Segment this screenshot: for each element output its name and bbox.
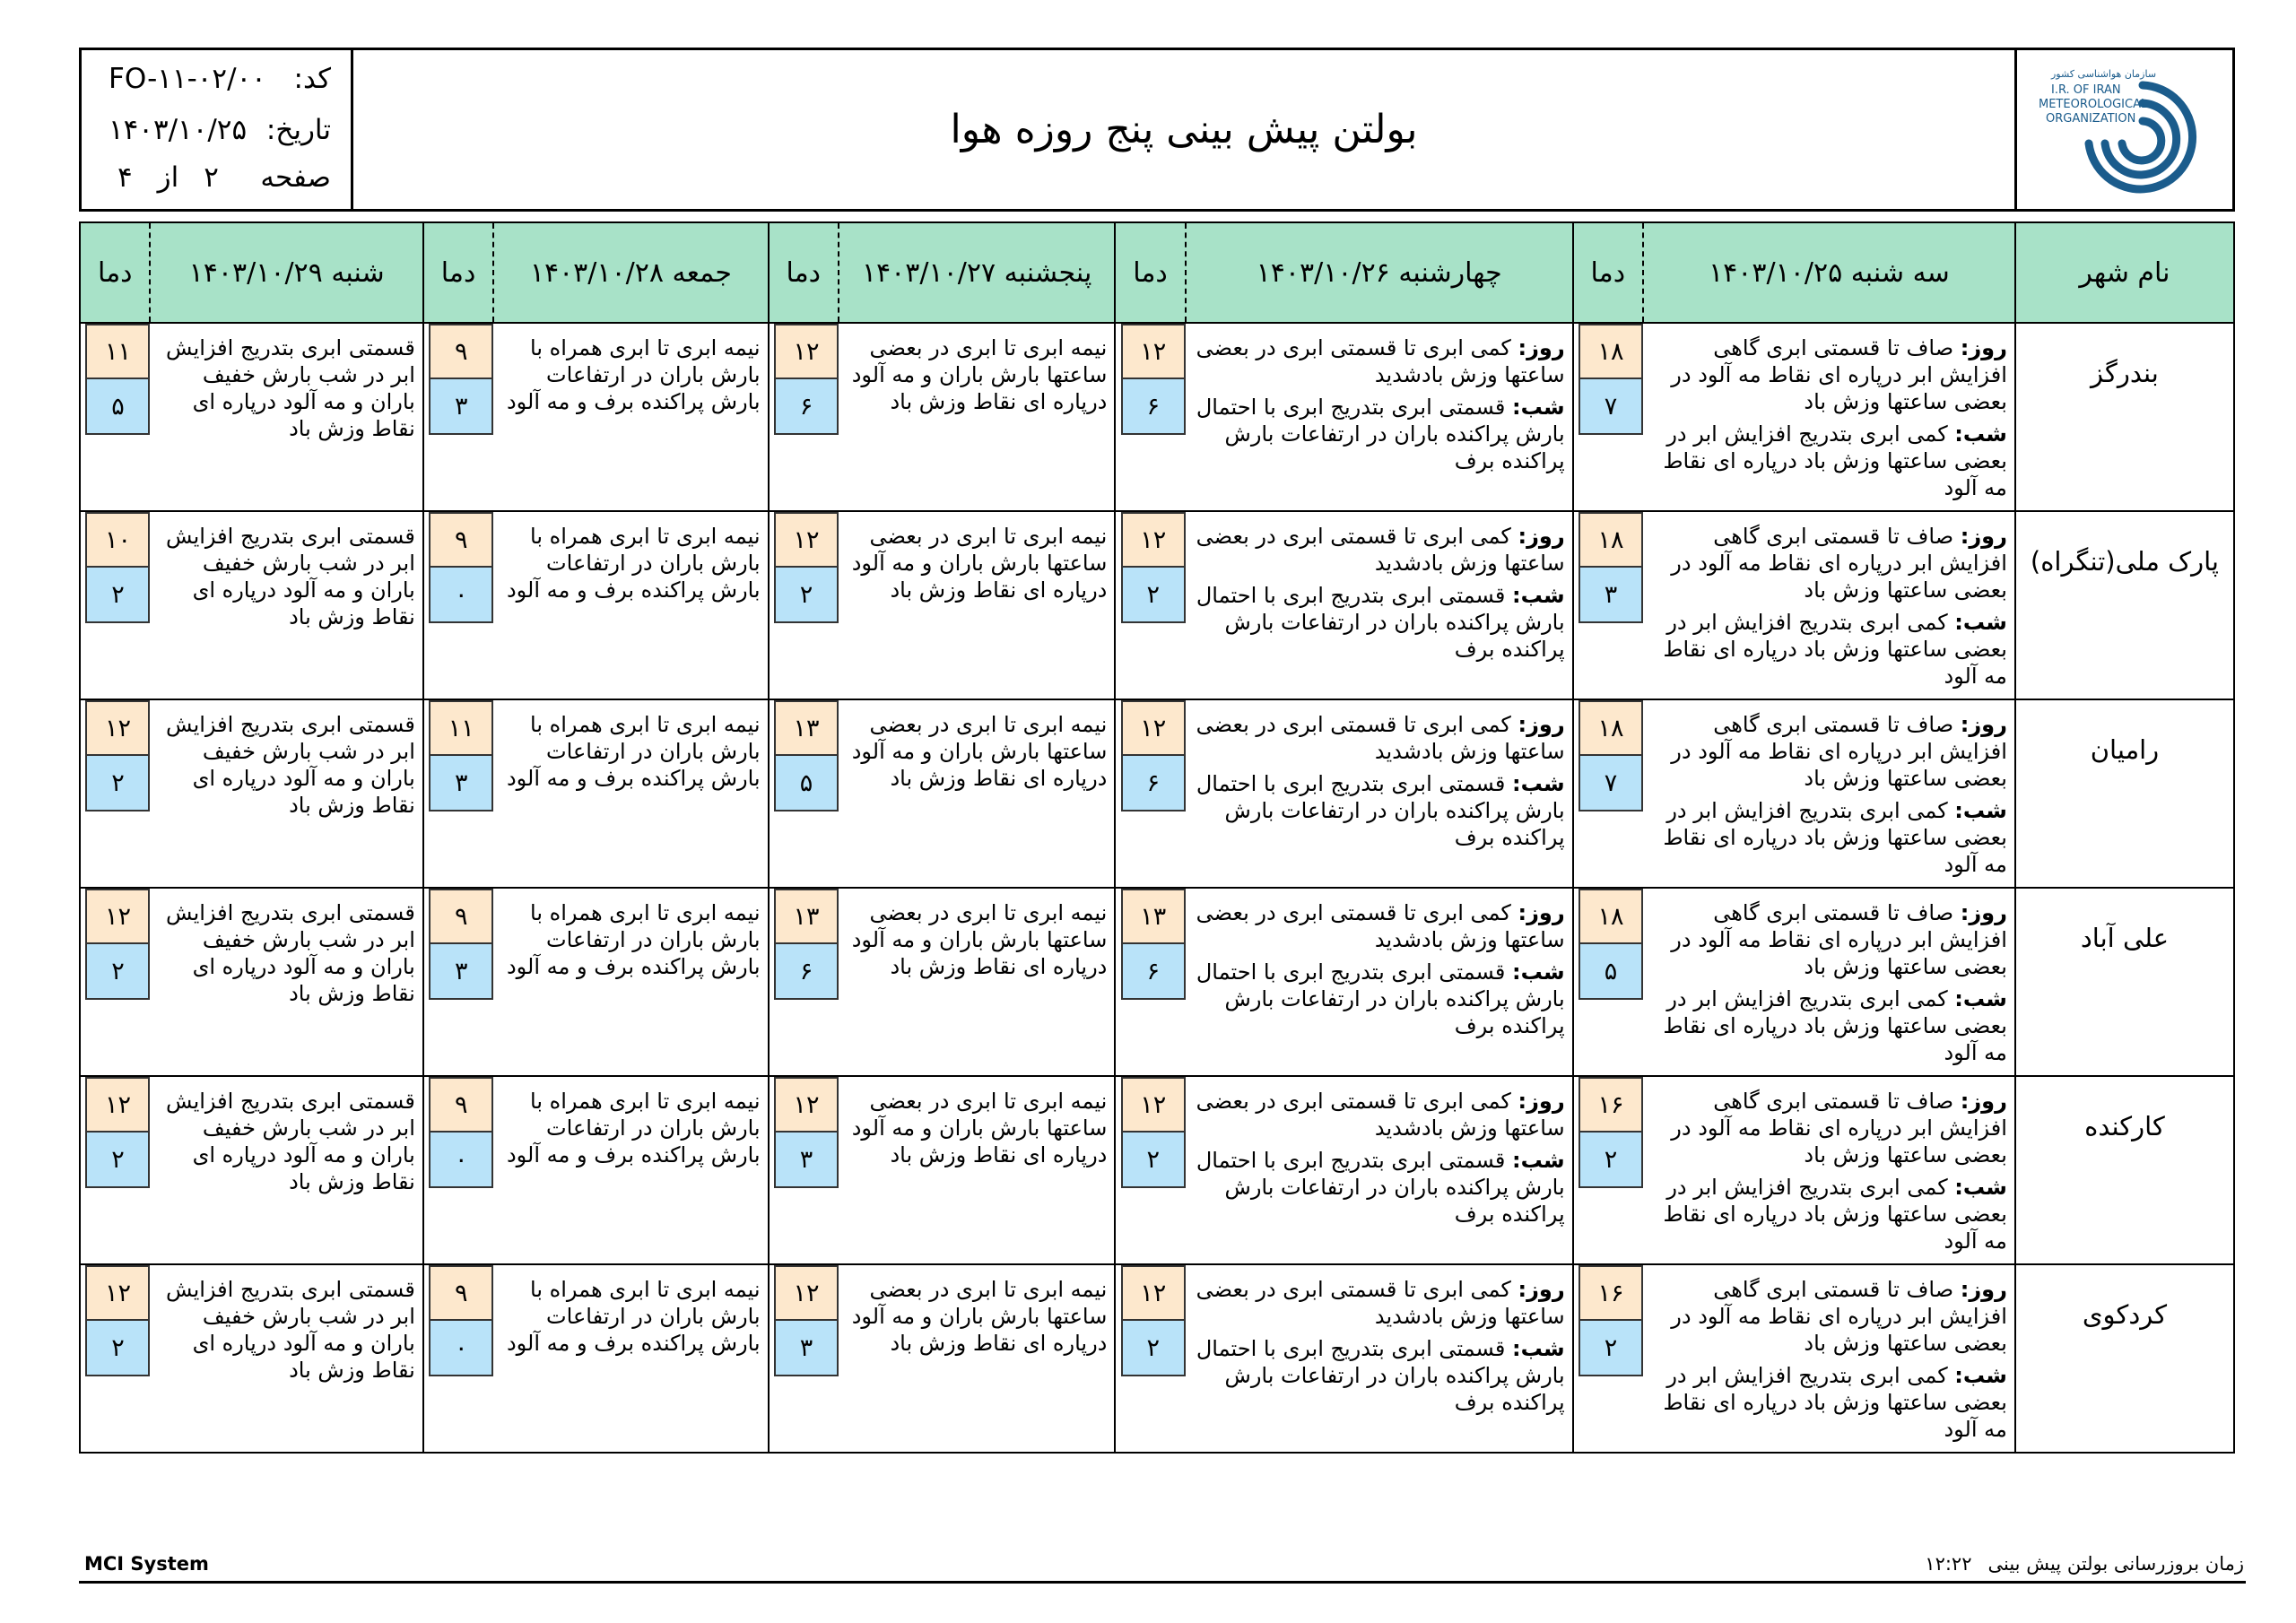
max-temp: ۱۱ [87,325,148,379]
night-text: کمی ابری بتدریج افزایش ابر در بعضی ساعتها وزش باد درپاره ای نقاط مه آلود [1663,1175,2007,1254]
night-label: شب: [1512,1148,1565,1173]
night-forecast [1193,959,1565,1039]
max-temp: ۱۱ [430,702,491,756]
night-text: قسمتی ابری بتدریج ابری با احتمال بارش پراکنده باران در ارتفاعات بارش پراکنده برف [1196,959,1565,1038]
column-header-day-3: پنجشنبه ۱۴۰۳/۱۰/۲۷ [839,222,1115,323]
temp-cell [80,323,150,511]
forecast-day-5: قسمتی ابری بتدریج افزایش ابر در شب بارش خفیف باران و مه آلود درپاره ای نقاط وزش باد [150,1264,422,1453]
forecast-day-2 [1186,699,1573,888]
forecast-day-2 [1186,1076,1573,1264]
forecast-day-1 [1643,888,2015,1076]
max-temp: ۱۸ [1580,325,1641,379]
min-temp: ۲ [87,1133,148,1186]
temp-cell [769,1264,839,1453]
table-header-row [80,222,2234,323]
daytime-text: کمی ابری تا قسمتی ابری در بعضی ساعتها وزش بادشدید [1196,335,1565,387]
forecast-day-4: نیمه ابری تا ابری همراه با بارش باران در ارتفاعات بارش پراکنده برف و مه آلود [493,888,768,1076]
night-forecast [1193,1147,1565,1228]
night-text: قسمتی ابری بتدریج ابری با احتمال بارش پراکنده باران در ارتفاعات بارش پراکنده برف [1196,395,1565,473]
night-label: شب: [1512,1336,1565,1361]
temp-cell [1573,1264,1643,1453]
city-name: بندرگز [2015,323,2234,511]
city-name: رامیان [2015,699,2234,888]
forecast-day-4: نیمه ابری تا ابری همراه با بارش باران در ارتفاعات بارش پراکنده برف و مه آلود [493,1076,768,1264]
daytime-forecast [1193,1088,1565,1141]
max-temp: ۱۸ [1580,514,1641,568]
min-temp: ۳ [1580,568,1641,621]
footer-update-info [1925,1553,2244,1575]
night-label: شب: [1954,986,2007,1011]
night-forecast [1650,797,2007,878]
column-header-temp: دما [80,222,150,323]
daytime-forecast [1650,711,2007,792]
max-temp: ۱۲ [1123,1267,1184,1321]
forecast-day-1 [1643,511,2015,699]
min-temp: ۶ [1123,756,1184,810]
day-label: روز: [1960,1277,2007,1302]
temp-cell [80,1264,150,1453]
temp-cell [1573,1076,1643,1264]
temp-cell [769,1076,839,1264]
min-temp: ۰ [430,1133,491,1186]
night-text: کمی ابری بتدریج افزایش ابر در بعضی ساعتها وزش باد درپاره ای نقاط مه آلود [1663,421,2007,500]
temp-cell [769,323,839,511]
temp-cell [80,511,150,699]
forecast-day-1 [1643,1264,2015,1453]
day-label: روز: [1518,524,1565,549]
update-label: زمان بروزرسانی بولتن پیش بینی [1987,1553,2244,1575]
forecast-day-3: نیمه ابری تا ابری در بعضی ساعتها بارش باران و مه آلود درپاره ای نقاط وزش باد [839,699,1115,888]
temp-cell [1573,323,1643,511]
temp-cell [423,323,493,511]
night-text: کمی ابری بتدریج افزایش ابر در بعضی ساعتها وزش باد درپاره ای نقاط مه آلود [1663,986,2007,1065]
forecast-day-2 [1186,1264,1573,1453]
column-header-city: نام شهر [2015,222,2234,323]
min-temp: ۳ [430,944,491,998]
min-temp: ۲ [1123,1321,1184,1375]
night-text: کمی ابری بتدریج افزایش ابر در بعضی ساعتها وزش باد درپاره ای نقاط مه آلود [1663,798,2007,877]
page-title: بولتن پیش بینی پنج روزه هوا [950,107,1418,152]
update-time: ۱۲:۲۲ [1925,1553,1972,1575]
min-temp: ۳ [776,1321,837,1375]
day-label: روز: [1518,1089,1565,1114]
max-temp: ۹ [430,1079,491,1133]
night-forecast [1650,1362,2007,1443]
night-label: شب: [1512,771,1565,796]
max-temp: ۱۲ [87,702,148,756]
min-temp: ۲ [1580,1321,1641,1375]
night-label: شب: [1512,395,1565,420]
logo-persian-text: سازمان هواشناسی کشور [2051,67,2157,80]
day-label: روز: [1518,335,1565,360]
min-temp: ۲ [87,944,148,998]
daytime-text: صاف تا قسمتی ابری گاهی افزایش ابر درپاره ای نقاط مه آلود در بعضی ساعتها وزش باد [1671,900,2007,979]
daytime-forecast [1650,1276,2007,1357]
column-header-temp: دما [1573,222,1643,323]
temp-cell [423,888,493,1076]
temp-cell [1115,699,1185,888]
table-row [80,1264,2234,1453]
max-temp: ۹ [430,1267,491,1321]
temp-cell [1115,323,1185,511]
page-number: ۲ [204,161,219,194]
max-temp: ۱۲ [87,1079,148,1133]
footer-divider [79,1581,2246,1584]
table-row [80,699,2234,888]
daytime-text: صاف تا قسمتی ابری گاهی افزایش ابر درپاره ای نقاط مه آلود در بعضی ساعتها وزش باد [1671,712,2007,791]
min-temp: ۷ [1580,379,1641,433]
daytime-forecast [1650,1088,2007,1168]
forecast-day-4: نیمه ابری تا ابری همراه با بارش باران در ارتفاعات بارش پراکنده برف و مه آلود [493,1264,768,1453]
forecast-day-3: نیمه ابری تا ابری در بعضی ساعتها بارش باران و مه آلود درپاره ای نقاط وزش باد [839,323,1115,511]
min-temp: ۵ [87,379,148,433]
temp-cell [769,699,839,888]
max-temp: ۱۲ [87,890,148,944]
daytime-text: کمی ابری تا قسمتی ابری در بعضی ساعتها وزش بادشدید [1196,1089,1565,1141]
column-header-day-1: سه شنبه ۱۴۰۳/۱۰/۲۵ [1643,222,2015,323]
night-label: شب: [1954,421,2007,447]
night-label: شب: [1954,1175,2007,1200]
logo-line3: ORGANIZATION [2046,111,2136,126]
city-name: کارکنده [2015,1076,2234,1264]
daytime-forecast [1650,334,2007,415]
page-total: ۴ [117,161,133,194]
min-temp: ۶ [1123,379,1184,433]
min-temp: ۵ [776,756,837,810]
temp-cell [80,888,150,1076]
temp-cell [423,699,493,888]
temp-cell [769,888,839,1076]
temp-cell [80,1076,150,1264]
forecast-day-3: نیمه ابری تا ابری در بعضی ساعتها بارش باران و مه آلود درپاره ای نقاط وزش باد [839,511,1115,699]
daytime-text: صاف تا قسمتی ابری گاهی افزایش ابر درپاره ای نقاط مه آلود در بعضی ساعتها وزش باد [1671,335,2007,414]
day-label: روز: [1518,1277,1565,1302]
forecast-day-5: قسمتی ابری بتدریج افزایش ابر در شب بارش خفیف باران و مه آلود درپاره ای نقاط وزش باد [150,699,422,888]
daytime-text: صاف تا قسمتی ابری گاهی افزایش ابر درپاره ای نقاط مه آلود در بعضی ساعتها وزش باد [1671,524,2007,603]
day-label: روز: [1960,335,2007,360]
max-temp: ۱۲ [1123,702,1184,756]
min-temp: ۵ [1580,944,1641,998]
min-temp: ۰ [430,1321,491,1375]
night-forecast [1193,770,1565,851]
night-forecast [1650,1174,2007,1254]
page-of: از [157,161,179,194]
date-label: تاریخ: [265,114,331,146]
night-forecast [1193,394,1565,474]
night-label: شب: [1954,610,2007,635]
night-label: شب: [1512,583,1565,608]
forecast-table [79,221,2235,1454]
day-label: روز: [1960,524,2007,549]
forecast-day-3: نیمه ابری تا ابری در بعضی ساعتها بارش باران و مه آلود درپاره ای نقاط وزش باد [839,1076,1115,1264]
night-text: قسمتی ابری بتدریج ابری با احتمال بارش پراکنده باران در ارتفاعات بارش پراکنده برف [1196,1336,1565,1415]
max-temp: ۱۲ [87,1267,148,1321]
logo-icon [2035,54,2214,206]
column-header-temp: دما [1115,222,1185,323]
daytime-text: صاف تا قسمتی ابری گاهی افزایش ابر درپاره ای نقاط مه آلود در بعضی ساعتها وزش باد [1671,1277,2007,1356]
min-temp: ۶ [776,944,837,998]
min-temp: ۲ [87,1321,148,1375]
daytime-forecast [1193,711,1565,765]
night-label: شب: [1512,959,1565,985]
min-temp: ۲ [87,568,148,621]
forecast-day-5: قسمتی ابری بتدریج افزایش ابر در شب بارش خفیف باران و مه آلود درپاره ای نقاط وزش باد [150,323,422,511]
night-text: کمی ابری بتدریج افزایش ابر در بعضی ساعتها وزش باد درپاره ای نقاط مه آلود [1663,610,2007,689]
temp-cell [769,511,839,699]
date-row [109,114,331,146]
temp-cell [1115,1076,1185,1264]
daytime-forecast [1650,899,2007,980]
max-temp: ۱۲ [776,514,837,568]
temp-cell [1115,1264,1185,1453]
min-temp: ۳ [430,379,491,433]
day-label: روز: [1960,712,2007,737]
daytime-text: کمی ابری تا قسمتی ابری در بعضی ساعتها وزش بادشدید [1196,524,1565,576]
daytime-forecast [1193,523,1565,577]
daytime-forecast [1650,523,2007,603]
daytime-text: کمی ابری تا قسمتی ابری در بعضی ساعتها وزش بادشدید [1196,900,1565,952]
forecast-day-2 [1186,323,1573,511]
column-header-temp: دما [423,222,493,323]
forecast-day-1 [1643,323,2015,511]
forecast-day-3: نیمه ابری تا ابری در بعضی ساعتها بارش باران و مه آلود درپاره ای نقاط وزش باد [839,888,1115,1076]
bulletin-header [79,48,2235,212]
max-temp: ۹ [430,325,491,379]
max-temp: ۹ [430,890,491,944]
forecast-day-4: نیمه ابری تا ابری همراه با بارش باران در ارتفاعات بارش پراکنده برف و مه آلود [493,323,768,511]
min-temp: ۲ [1123,1133,1184,1186]
logo-line2: METEOROLOGICAL [2039,97,2148,111]
forecast-day-2 [1186,511,1573,699]
max-temp: ۹ [430,514,491,568]
night-forecast [1650,421,2007,501]
night-forecast [1650,985,2007,1066]
logo-line1: I.R. OF IRAN [2051,82,2121,97]
temp-cell [1573,511,1643,699]
max-temp: ۱۲ [776,1267,837,1321]
max-temp: ۱۲ [1123,514,1184,568]
table-row [80,888,2234,1076]
forecast-day-2 [1186,888,1573,1076]
daytime-forecast [1193,334,1565,388]
night-forecast [1193,1335,1565,1416]
min-temp: ۲ [87,756,148,810]
forecast-day-4: نیمه ابری تا ابری همراه با بارش باران در ارتفاعات بارش پراکنده برف و مه آلود [493,511,768,699]
max-temp: ۱۶ [1580,1267,1641,1321]
max-temp: ۱۳ [776,890,837,944]
column-header-day-2: چهارشنبه ۱۴۰۳/۱۰/۲۶ [1186,222,1573,323]
day-label: روز: [1518,712,1565,737]
night-forecast [1193,582,1565,663]
temp-cell [423,511,493,699]
city-name: پارک ملی(تنگراه) [2015,511,2234,699]
temp-cell [423,1264,493,1453]
temp-cell [80,699,150,888]
max-temp: ۱۲ [1123,325,1184,379]
forecast-day-1 [1643,699,2015,888]
max-temp: ۱۳ [776,702,837,756]
night-label: شب: [1954,798,2007,823]
footer-system-name: MCI System [84,1553,209,1575]
max-temp: ۱۸ [1580,890,1641,944]
temp-cell [1573,699,1643,888]
night-label: شب: [1954,1363,2007,1388]
forecast-day-3: نیمه ابری تا ابری در بعضی ساعتها بارش باران و مه آلود درپاره ای نقاط وزش باد [839,1264,1115,1453]
page-indicator [117,161,219,194]
column-header-temp: دما [769,222,839,323]
page-row [117,161,331,194]
table-row [80,323,2234,511]
code-label: کد: [293,63,331,95]
forecast-day-5: قسمتی ابری بتدریج افزایش ابر در شب بارش خفیف باران و مه آلود درپاره ای نقاط وزش باد [150,1076,422,1264]
night-text: کمی ابری بتدریج افزایش ابر در بعضی ساعتها وزش باد درپاره ای نقاط مه آلود [1663,1363,2007,1442]
daytime-text: صاف تا قسمتی ابری گاهی افزایش ابر درپاره ای نقاط مه آلود در بعضی ساعتها وزش باد [1671,1089,2007,1167]
night-forecast [1650,609,2007,690]
column-header-day-5: شنبه ۱۴۰۳/۱۰/۲۹ [150,222,422,323]
forecast-day-1 [1643,1076,2015,1264]
day-label: روز: [1960,900,2007,925]
page-label: صفحه [260,161,331,194]
meteorological-organization-logo [2014,50,2232,209]
night-text: قسمتی ابری بتدریج ابری با احتمال بارش پراکنده باران در ارتفاعات بارش پراکنده برف [1196,583,1565,662]
date-value: ۱۴۰۳/۱۰/۲۵ [109,114,248,146]
code-value: FO-۱۱-۰۲/۰۰ [109,63,266,95]
daytime-text: کمی ابری تا قسمتی ابری در بعضی ساعتها وزش بادشدید [1196,1277,1565,1329]
temp-cell [1115,888,1185,1076]
temp-cell [1115,511,1185,699]
night-text: قسمتی ابری بتدریج ابری با احتمال بارش پراکنده باران در ارتفاعات بارش پراکنده برف [1196,1148,1565,1227]
table-row [80,1076,2234,1264]
temp-cell [1573,888,1643,1076]
column-header-day-4: جمعه ۱۴۰۳/۱۰/۲۸ [493,222,768,323]
min-temp: ۶ [1123,944,1184,998]
min-temp: ۲ [776,568,837,621]
min-temp: ۷ [1580,756,1641,810]
day-label: روز: [1518,900,1565,925]
daytime-forecast [1193,899,1565,953]
forecast-day-5: قسمتی ابری بتدریج افزایش ابر در شب بارش خفیف باران و مه آلود درپاره ای نقاط وزش باد [150,511,422,699]
table-row [80,511,2234,699]
max-temp: ۱۲ [776,1079,837,1133]
max-temp: ۱۶ [1580,1079,1641,1133]
night-text: قسمتی ابری بتدریج ابری با احتمال بارش پراکنده باران در ارتفاعات بارش پراکنده برف [1196,771,1565,850]
min-temp: ۲ [1580,1133,1641,1186]
max-temp: ۱۰ [87,514,148,568]
forecast-day-4: نیمه ابری تا ابری همراه با بارش باران در ارتفاعات بارش پراکنده برف و مه آلود [493,699,768,888]
max-temp: ۱۲ [1123,1079,1184,1133]
day-label: روز: [1960,1089,2007,1114]
code-row [109,63,331,95]
daytime-forecast [1193,1276,1565,1330]
document-meta [82,50,353,209]
max-temp: ۱۳ [1123,890,1184,944]
min-temp: ۰ [430,568,491,621]
temp-cell [423,1076,493,1264]
forecast-day-5: قسمتی ابری بتدریج افزایش ابر در شب بارش خفیف باران و مه آلود درپاره ای نقاط وزش باد [150,888,422,1076]
daytime-text: کمی ابری تا قسمتی ابری در بعضی ساعتها وزش بادشدید [1196,712,1565,764]
min-temp: ۶ [776,379,837,433]
min-temp: ۳ [776,1133,837,1186]
city-name: علی آباد [2015,888,2234,1076]
max-temp: ۱۲ [776,325,837,379]
city-name: کردکوی [2015,1264,2234,1453]
min-temp: ۳ [430,756,491,810]
max-temp: ۱۸ [1580,702,1641,756]
min-temp: ۲ [1123,568,1184,621]
